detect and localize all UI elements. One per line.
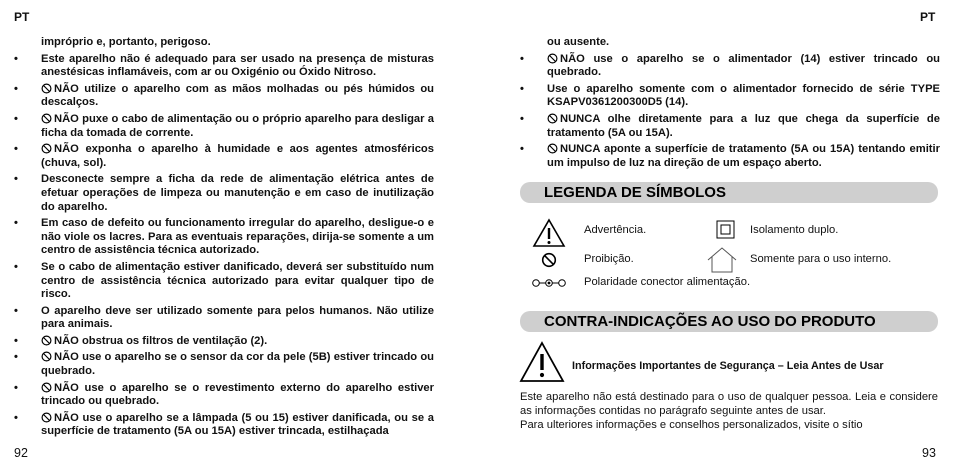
bullet-marker: • <box>14 260 18 273</box>
warning-text: NÃO utilize o aparelho com as mãos molhadas ou pés húmidos ou descalços. <box>41 82 434 109</box>
legend-warning-label: Advertência. <box>584 224 647 236</box>
bullet-marker: • <box>520 52 524 65</box>
contra-body-text <box>520 390 938 432</box>
contra-paragraph-2: Para ulteriores informações e conselhos personalizados, visite o sítio <box>520 419 863 431</box>
warning-text: Se o cabo de alimentação estiver danificado, deverá ser substituído num centro de assistência técnica autorizado para evitar qualquer tipo de risco. <box>41 260 434 301</box>
bullet-marker: • <box>14 82 18 95</box>
warning-item <box>14 351 434 378</box>
prohibition-icon <box>41 143 52 154</box>
warning-text: impróprio e, portanto, perigoso. <box>41 36 211 48</box>
warning-item <box>520 143 940 170</box>
warning-text: NÃO exponha o aparelho à humidade e aos agentes atmosféricos (chuva, sol). <box>41 143 434 169</box>
warning-text: NÃO use o aparelho se o sensor da cor da pele (5B) estiver trincado ou quebrado. <box>41 351 434 378</box>
bullet-marker: • <box>520 143 524 156</box>
warning-item <box>520 113 940 140</box>
bullet-marker: • <box>14 217 18 230</box>
prohibition-icon <box>41 113 52 124</box>
prohibition-icon <box>41 412 52 423</box>
warning-item <box>520 53 940 80</box>
warning-text: NÃO puxe o cabo de alimentação ou o próprio aparelho para desligar a ficha da tomada de corrente. <box>41 112 434 139</box>
prohibition-icon <box>41 351 52 362</box>
warning-text: NÃO use o aparelho se a lâmpada (5 ou 15) estiver danificada, ou se a superfície de tratamento (5A ou 15A) estiver trincada, estilhaçada <box>41 411 434 438</box>
bullet-marker: • <box>520 82 524 95</box>
bullet-marker: • <box>14 52 18 65</box>
warning-item <box>14 305 434 332</box>
legend-heading: LEGENDA DE SÍMBOLOS <box>520 182 938 203</box>
prohibition-icon <box>41 83 52 94</box>
contra-paragraph-1: Este aparelho não está destinado para o uso de qualquer pessoa. Leia e considere as informações contidas no parágrafo seguinte antes de usar. <box>520 391 938 417</box>
warning-text: Em caso de defeito ou funcionamento irregular do aparelho, desligue-o e não viole os lacres. Para as eventuais reparações, dirija-se somente a um centro de assistência técnica autorizado. <box>41 217 434 257</box>
warning-item <box>14 36 434 50</box>
page-number-right: 93 <box>922 446 936 460</box>
legend-indoor-label: Somente para o uso interno. <box>750 253 892 265</box>
warning-text: NÃO use o aparelho se o alimentador (14) estiver trincado ou quebrado. <box>547 52 940 79</box>
warning-item <box>14 173 434 214</box>
warning-item <box>14 261 434 302</box>
language-code-right: PT <box>920 10 936 24</box>
bullet-marker: • <box>14 381 18 394</box>
prohibition-icon <box>41 335 52 346</box>
prohibition-icon <box>547 113 558 124</box>
bullet-marker: • <box>14 334 18 347</box>
bullet-marker: • <box>14 173 18 186</box>
indoor-use-house-icon <box>706 246 738 274</box>
right-column-warnings <box>520 36 940 173</box>
warning-item <box>14 113 434 140</box>
legend-double-insulation-label: Isolamento duplo. <box>750 224 839 236</box>
bullet-marker: • <box>14 112 18 125</box>
warning-text: Use o aparelho somente com o alimentador fornecido de série TYPE KSAPV0361200300D5 (14). <box>547 82 940 109</box>
warning-item <box>14 83 434 110</box>
prohibition-icon <box>541 252 557 268</box>
double-insulation-icon <box>716 220 736 240</box>
warning-triangle-icon <box>532 218 566 248</box>
bullet-marker: • <box>14 143 18 156</box>
warning-text: NUNCA olhe diretamente para a luz que chega da superfície de tratamento (5A ou 15A). <box>547 112 940 139</box>
legend-prohibition-label: Proibição. <box>584 253 634 265</box>
bullet-marker: • <box>14 304 18 317</box>
warning-text: Este aparelho não é adequado para ser usado na presença de misturas anestésicas inflamáveis, com ar ou Oxigénio ou Óxido Nitroso. <box>41 52 434 79</box>
left-column-warnings <box>14 36 434 442</box>
warning-item <box>520 36 940 50</box>
prohibition-icon <box>41 382 52 393</box>
warning-item <box>14 53 434 80</box>
warning-item <box>14 412 434 439</box>
warning-text: ou ausente. <box>547 36 610 48</box>
warning-item <box>14 335 434 349</box>
polarity-connector-icon <box>530 277 568 289</box>
prohibition-icon <box>547 143 558 154</box>
warning-item <box>14 217 434 258</box>
warning-text: NÃO obstrua os filtros de ventilação (2). <box>54 334 268 347</box>
safety-warning-triangle-icon <box>518 340 566 384</box>
warning-item <box>14 143 434 170</box>
prohibition-icon <box>547 53 558 64</box>
bullet-marker: • <box>14 351 18 364</box>
warning-item <box>520 83 940 110</box>
warning-item <box>14 382 434 409</box>
warning-text: NUNCA aponte a superfície de tratamento (5A ou 15A) tentando emitir um impulso de luz na direção de um espaço aberto. <box>547 143 940 169</box>
warning-text: Desconecte sempre a ficha da rede de alimentação elétrica antes de efetuar operações de limpeza ou manutenção e em caso de inutilização do aparelho. <box>41 173 434 213</box>
warning-text: NÃO use o aparelho se o revestimento externo do aparelho estiver trincado ou quebrado. <box>41 381 434 408</box>
bullet-marker: • <box>520 112 524 125</box>
safety-heading: Informações Importantes de Segurança – Leia Antes de Usar <box>572 360 884 372</box>
contra-indications-heading: CONTRA-INDICAÇÕES AO USO DO PRODUTO <box>520 311 938 332</box>
page-number-left: 92 <box>14 446 28 460</box>
warning-text: O aparelho deve ser utilizado somente para pelos humanos. Não utilize para animais. <box>41 304 434 331</box>
bullet-marker: • <box>14 411 18 424</box>
legend-polarity-label: Polaridade conector alimentação. <box>584 276 751 288</box>
language-code-left: PT <box>14 10 30 24</box>
